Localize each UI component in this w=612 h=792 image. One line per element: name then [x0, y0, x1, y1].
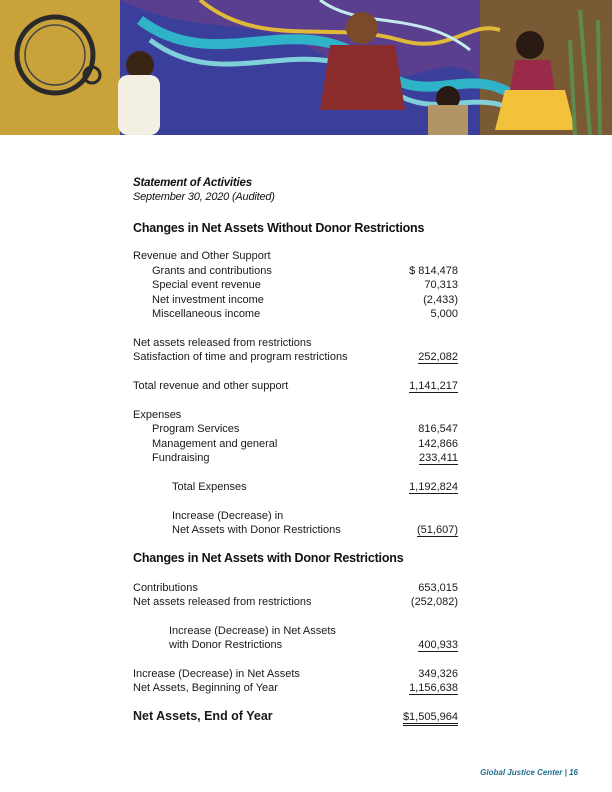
expense-value: 233,411 [419, 452, 458, 464]
revenue-value: 70,313 [424, 279, 458, 291]
page-footer: Global Justice Center | 16 [480, 768, 578, 777]
expense-row [0, 438, 612, 452]
released-header-row [0, 337, 612, 351]
increase2-row-line2 [0, 639, 612, 653]
end-row [0, 709, 612, 727]
section1-heading: Changes in Net Assets Without Donor Restrictions [133, 221, 425, 235]
revenue-label: Special event revenue [152, 279, 261, 291]
statement-subtitle: September 30, 2020 (Audited) [133, 191, 275, 203]
beginning-value: 1,156,638 [409, 682, 458, 694]
expense-row [0, 452, 612, 466]
increase2-row-line1 [0, 625, 612, 639]
summary-increase-value: 349,326 [418, 668, 458, 680]
total-expenses-value: 1,192,824 [409, 481, 458, 493]
end-label: Net Assets, End of Year [133, 709, 273, 723]
increase2-label: Increase (Decrease) in Net Assets [169, 625, 336, 637]
expense-label: Management and general [152, 438, 278, 450]
total-revenue-row [0, 380, 612, 394]
revenue-label: Miscellaneous income [152, 308, 261, 320]
total-expenses-row [0, 481, 612, 495]
total-expenses-label: Total Expenses [172, 481, 247, 493]
mural-illustration-icon [0, 0, 612, 135]
revenue-row [0, 279, 612, 293]
increase-label: Increase (Decrease) in [172, 510, 284, 522]
expense-label: Fundraising [152, 452, 210, 464]
increase2-label: with Donor Restrictions [169, 639, 283, 651]
contributions-label: Contributions [133, 582, 198, 594]
revenue-row [0, 294, 612, 308]
revenue-header-row [0, 250, 612, 264]
beginning-label: Net Assets, Beginning of Year [133, 682, 278, 694]
total-revenue-value: 1,141,217 [409, 380, 458, 392]
revenue-label: Grants and contributions [152, 265, 272, 277]
section2-heading: Changes in Net Assets with Donor Restrictions [133, 551, 404, 565]
revenue-row [0, 265, 612, 279]
released2-row [0, 596, 612, 610]
expense-value: 816,547 [418, 423, 458, 435]
expense-value: 142,866 [418, 438, 458, 450]
beginning-row [0, 682, 612, 696]
released-value: 252,082 [418, 351, 458, 363]
summary-increase-label: Increase (Decrease) in Net Assets [133, 668, 300, 680]
revenue-value: $ 814,478 [409, 265, 458, 277]
revenue-value: (2,433) [423, 294, 458, 306]
revenue-header: Revenue and Other Support [133, 250, 271, 262]
revenue-label: Net investment income [152, 294, 264, 306]
increase-value: (51,607) [417, 524, 458, 536]
increase-label: Net Assets with Donor Restrictions [172, 524, 341, 536]
summary-increase-row [0, 668, 612, 682]
total-revenue-label: Total revenue and other support [133, 380, 289, 392]
expenses-header-row [0, 409, 612, 423]
revenue-row [0, 308, 612, 322]
revenue-value: 5,000 [430, 308, 458, 320]
end-value: $1,505,964 [403, 711, 458, 726]
statement-title: Statement of Activities [133, 177, 252, 189]
increase2-value: 400,933 [418, 639, 458, 651]
released-label: Satisfaction of time and program restrictions [133, 351, 348, 363]
increase-row-line1 [0, 510, 612, 524]
expense-row [0, 423, 612, 437]
banner-illustration [0, 0, 612, 135]
contributions-row [0, 582, 612, 596]
increase-row-line2 [0, 524, 612, 538]
released-row [0, 351, 612, 365]
expenses-header: Expenses [133, 409, 182, 421]
released2-label: Net assets released from restrictions [133, 596, 312, 608]
contributions-value: 653,015 [418, 582, 458, 594]
released2-value: (252,082) [410, 596, 458, 608]
expense-label: Program Services [152, 423, 240, 435]
released-header: Net assets released from restrictions [133, 337, 312, 349]
